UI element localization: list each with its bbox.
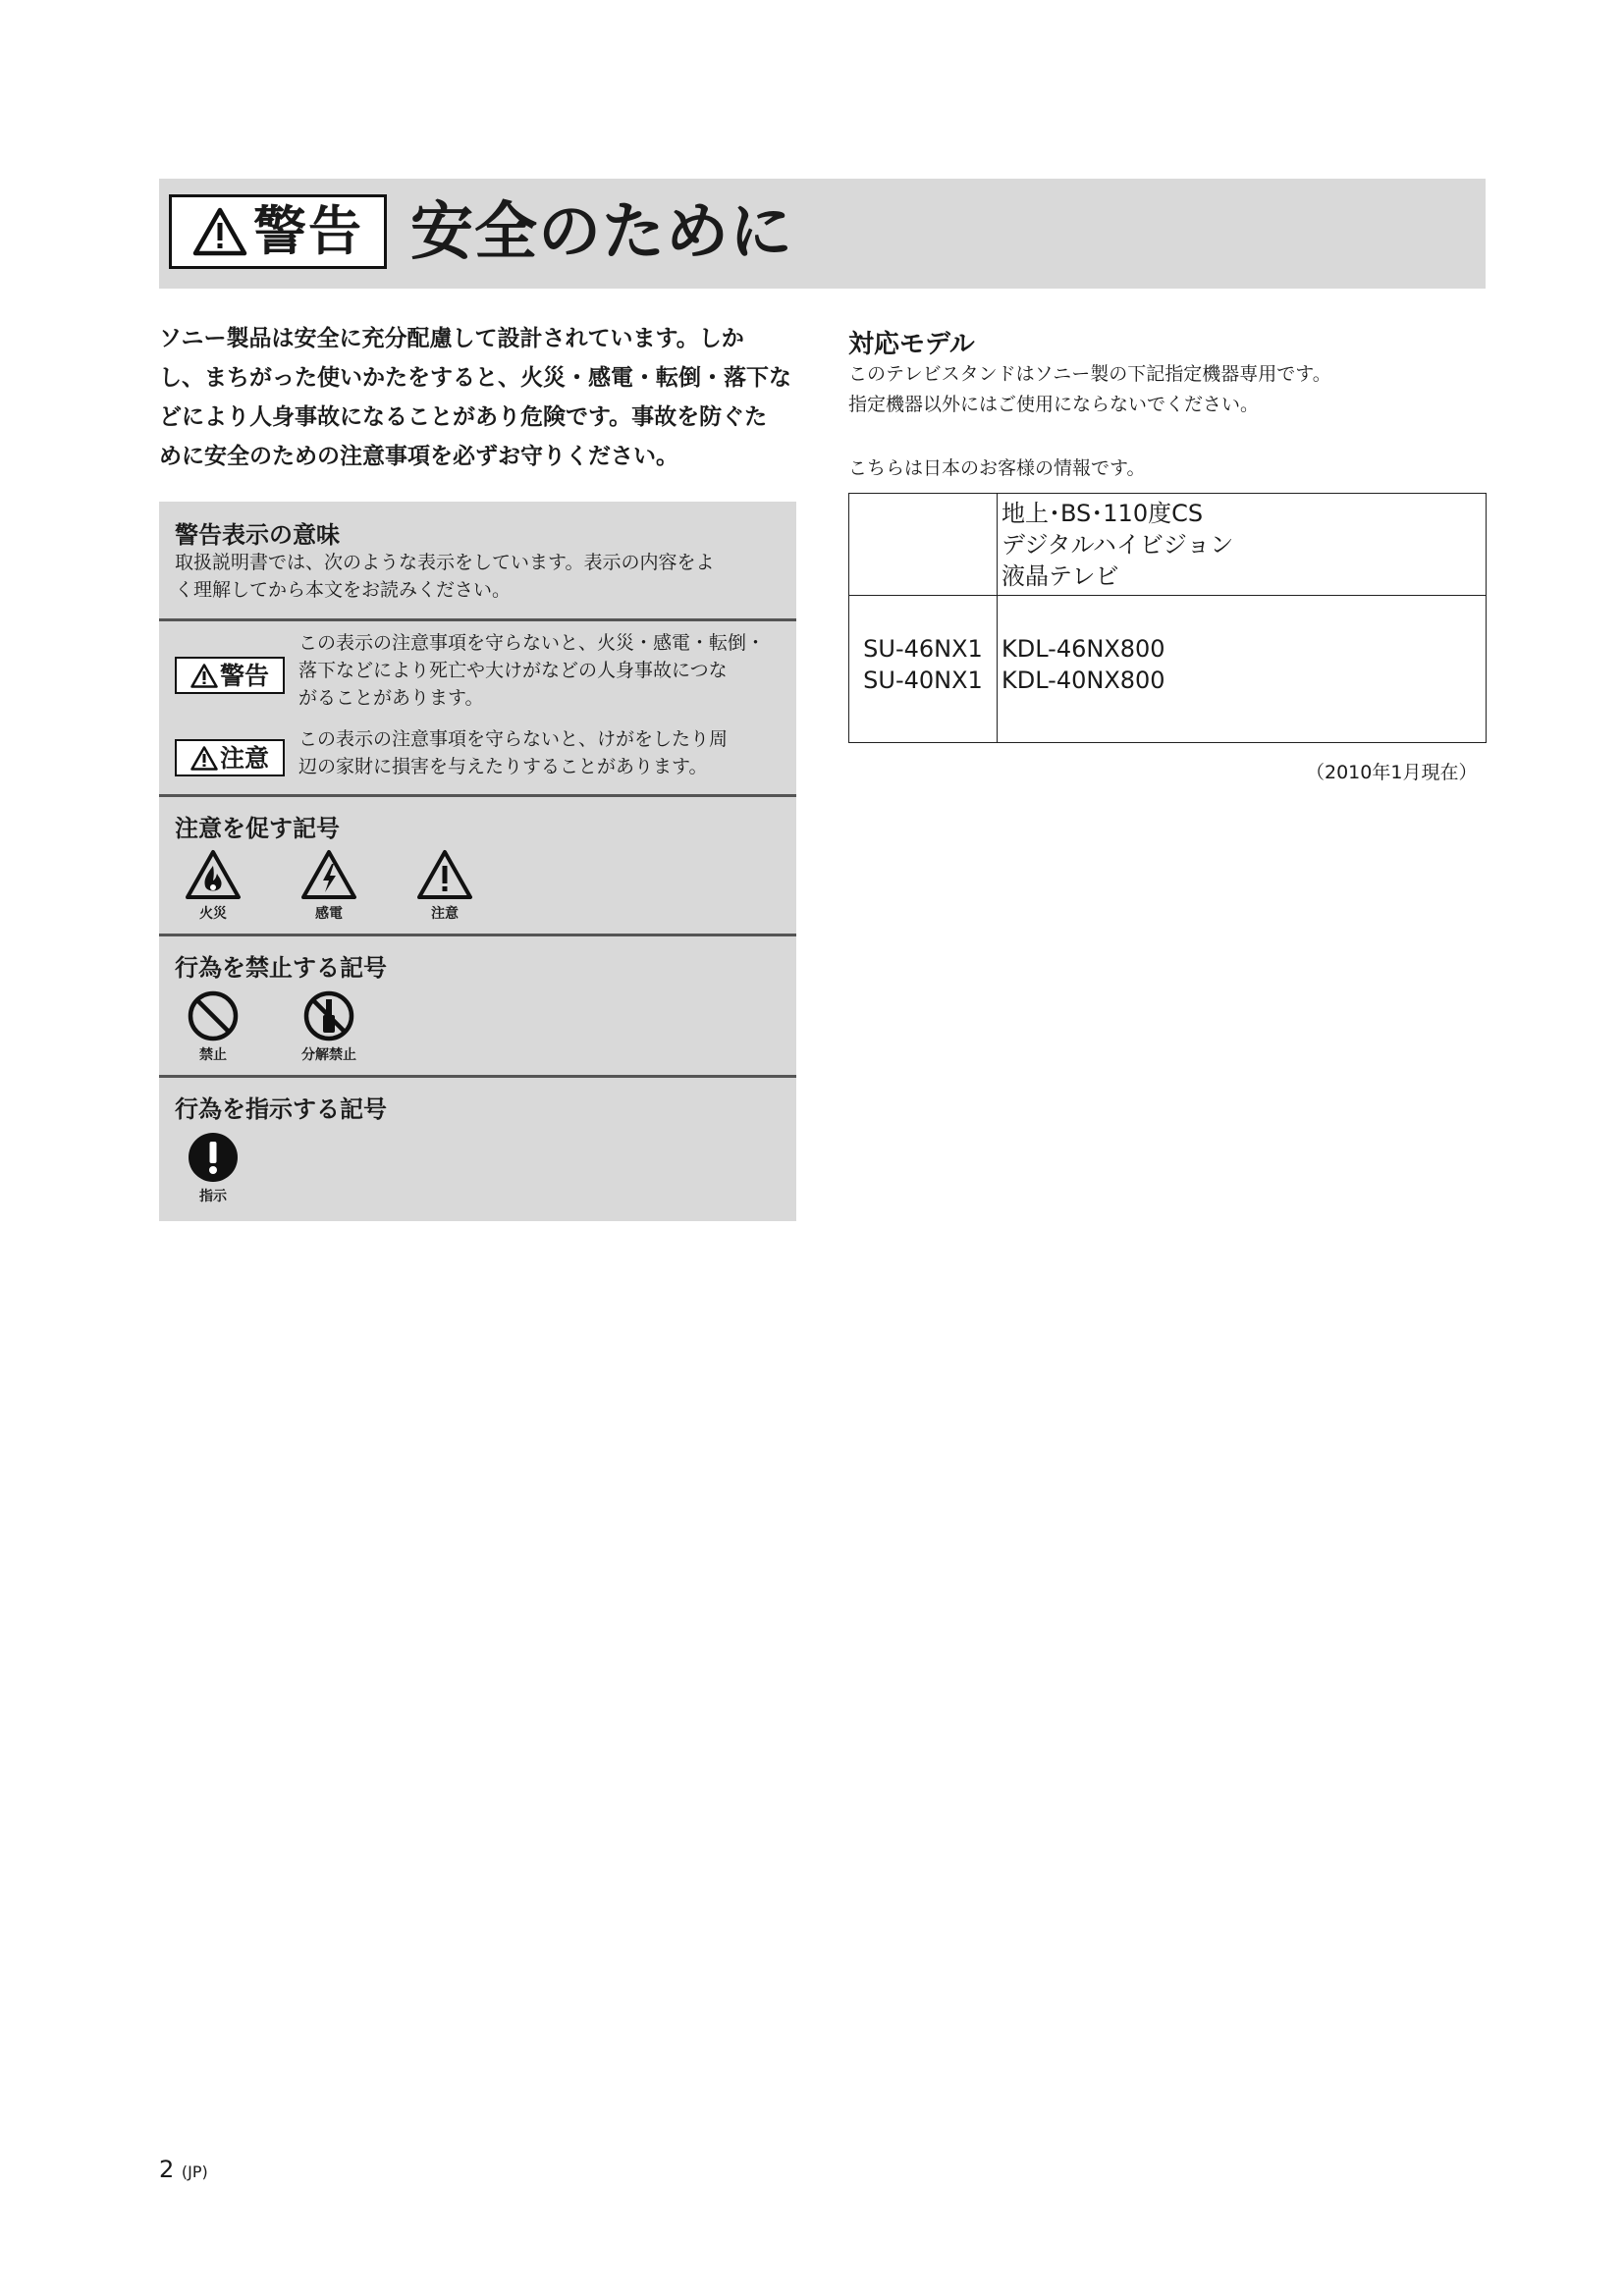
intro-line: どにより人身事故になることがあり危険です。事故を防ぐた	[159, 404, 768, 430]
meaning-line: く理解してから本文をお読みください。	[175, 579, 512, 601]
caution-row	[159, 720, 796, 798]
page-number-value: 2	[159, 2156, 175, 2183]
page-number	[159, 2156, 208, 2183]
warning-badge	[169, 194, 387, 269]
warning-triangle-icon	[190, 664, 218, 688]
tv-type-line: デジタルハイビジョン	[1001, 531, 1234, 559]
warning-small-badge-label: 警告	[219, 661, 269, 690]
table-row	[849, 494, 1487, 596]
prohibited-icon	[187, 989, 240, 1042]
warning-line: 落下などにより死亡や大けがなどの人身事故につな	[298, 660, 728, 681]
prohibition-symbols-section	[159, 936, 796, 1074]
warning-row	[159, 621, 796, 720]
caution-symbol	[401, 848, 489, 923]
intro-line: し、まちがった使いかたをすると、火災・感電・転倒・落下な	[159, 365, 791, 391]
attention-symbols-section	[159, 797, 796, 934]
models-note: こちらは日本のお客様の情報です。	[848, 457, 1146, 479]
page-number-suffix: (JP)	[181, 2163, 208, 2181]
meaning-text	[175, 549, 784, 604]
fire-warning-icon	[184, 848, 243, 901]
caution-triangle-icon	[415, 848, 474, 901]
stand-model-cell	[849, 596, 998, 743]
tv-model-cell	[998, 596, 1487, 743]
meaning-section	[159, 502, 796, 619]
meaning-heading: 警告表示の意味	[175, 521, 340, 549]
page-title: 安全のために	[410, 196, 793, 269]
prohibition-symbols-heading: 行為を禁止する記号	[175, 954, 387, 982]
stand-model: SU-46NX1	[863, 635, 983, 663]
caution-text	[298, 725, 789, 780]
models-description	[848, 359, 1487, 420]
warning-badge-label: 警告	[253, 200, 363, 262]
table-header-empty-cell	[849, 494, 998, 596]
models-desc-line: 指定機器以外にはご使用にならないでください。	[848, 394, 1260, 415]
table-header-cell	[998, 494, 1487, 596]
meaning-line: 取扱説明書では、次のような表示をしています。表示の内容をよ	[175, 552, 715, 573]
models-heading: 対応モデル	[848, 330, 975, 359]
models-table	[848, 493, 1487, 743]
models-date: （2010年1月現在）	[1306, 762, 1478, 783]
prohibited-symbol	[169, 989, 257, 1064]
instruction-symbols-heading: 行為を指示する記号	[175, 1095, 387, 1123]
warning-triangle-icon	[192, 207, 247, 256]
caution-small-badge-label: 注意	[219, 743, 269, 773]
instruction-symbols-section	[159, 1078, 796, 1221]
intro-line: めに安全のための注意事項を必ずお守りください。	[159, 444, 678, 469]
warning-triangle-icon	[190, 746, 218, 771]
tv-model: KDL-40NX800	[1001, 667, 1165, 694]
no-disassembly-symbol-label: 分解禁止	[301, 1047, 356, 1063]
fire-symbol-label: 火災	[199, 906, 227, 922]
no-disassembly-icon	[302, 989, 355, 1042]
table-row	[849, 596, 1487, 743]
shock-symbol-label: 感電	[315, 906, 343, 922]
intro-line: ソニー製品は安全に充分配慮して設計されています。しか	[159, 326, 744, 351]
shock-symbol	[285, 848, 373, 923]
caution-line: この表示の注意事項を守らないと、けがをしたり周	[298, 728, 729, 750]
warning-line: がることがあります。	[298, 687, 484, 709]
intro-paragraph	[159, 319, 827, 476]
stand-model: SU-40NX1	[863, 667, 983, 694]
instruction-icon	[187, 1131, 240, 1184]
tv-type-line: 液晶テレビ	[1001, 562, 1119, 590]
title-banner	[159, 179, 1486, 289]
instruction-symbol-label: 指示	[199, 1189, 227, 1204]
warning-text	[298, 629, 789, 712]
prohibited-symbol-label: 禁止	[199, 1047, 227, 1063]
caution-line: 辺の家財に損害を与えたりすることがあります。	[298, 756, 708, 777]
electric-shock-icon	[299, 848, 358, 901]
warning-small-badge	[175, 657, 285, 694]
models-desc-line: このテレビスタンドはソニー製の下記指定機器専用です。	[848, 363, 1331, 385]
attention-symbols-heading: 注意を促す記号	[175, 815, 340, 842]
no-disassembly-symbol	[285, 989, 373, 1064]
instruction-symbol	[169, 1131, 257, 1205]
tv-type-line: 地上･BS･110度CS	[1001, 500, 1204, 527]
fire-symbol	[169, 848, 257, 923]
caution-small-badge	[175, 739, 285, 776]
caution-symbol-label: 注意	[431, 906, 459, 922]
warning-line: この表示の注意事項を守らないと、火災・感電・転倒・	[298, 632, 766, 654]
tv-model: KDL-46NX800	[1001, 635, 1165, 663]
legend-panel	[159, 502, 796, 1221]
